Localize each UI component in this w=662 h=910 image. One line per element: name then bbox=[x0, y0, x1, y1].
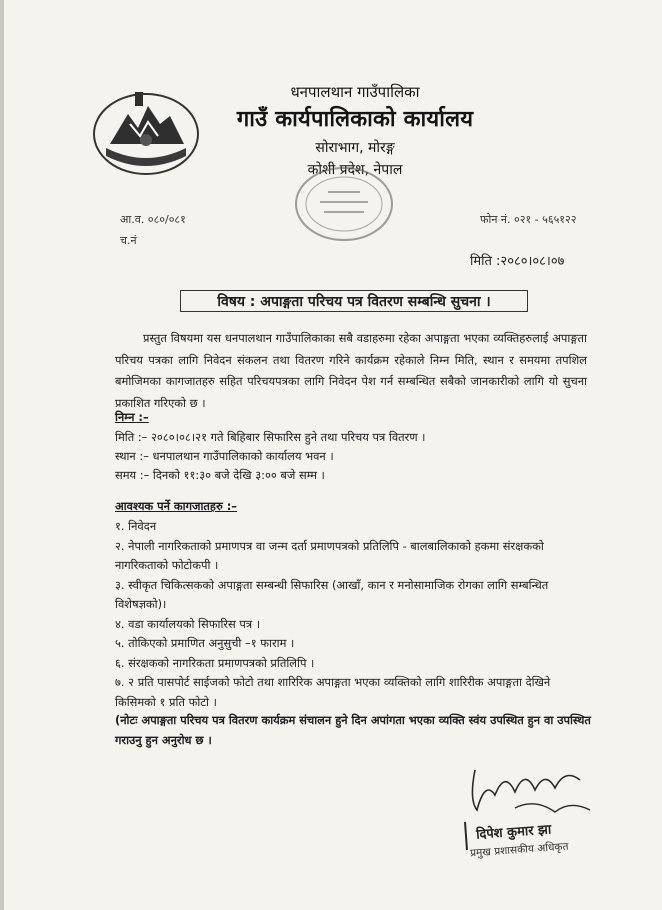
list-item: २. नेपाली नागरिकताको प्रमाणपत्र वा जन्म दर्ता प्रमाणपत्रको प्रतिलिपि - बालबालिकाको हकमा संरक्षकको नागरिकताको फोटोकपी । bbox=[115, 538, 544, 572]
office-stamp-icon bbox=[290, 162, 398, 246]
list-item: ४. वडा कार्यालयको सिफारिस पत्र । bbox=[115, 616, 261, 631]
notice-date: मिति :२०८०।०८।०७ bbox=[470, 254, 565, 269]
phone-number: फोन नं. ०२१ - ५६५१२२ bbox=[480, 213, 577, 226]
list-item: ५. तोकिएको प्रमाणित अनुसुची –१ फाराम । bbox=[115, 636, 295, 650]
schedule-time: समय :– दिनको ११:३० बजे देखि ३:०० बजे सम्म । bbox=[115, 468, 325, 482]
documents-list bbox=[115, 517, 590, 712]
municipality-name: धनपालथान गाउँपालिका bbox=[290, 83, 420, 101]
list-item: ३. स्वीकृत चिकित्सकको अपाङ्गता सम्बन्धी सिफारिस (आखाँ, कान र मनोसामाजिक रोगका लागि सम्बन्धित विशेषज्ञको)। bbox=[115, 577, 549, 611]
nepal-emblem-icon bbox=[90, 84, 202, 176]
list-item: १. निवेदन bbox=[115, 519, 157, 533]
schedule-date: मिति :– २०८०।०८।२१ गते बिहिबार सिफारिस हुने तथा परिचय पत्र वितरण । bbox=[115, 430, 426, 444]
list-item: ६. संरक्षकको नागरिकता प्रमाणपत्रको प्रतिलिपि । bbox=[115, 655, 315, 670]
location-line1: सोराभाग, मोरङ्ग bbox=[315, 140, 395, 156]
documents-heading: आवश्यक पर्ने कागजातहरु :– bbox=[115, 499, 237, 513]
fiscal-year: आ.व. ०८०/०८१ bbox=[120, 213, 186, 226]
signatory-title: प्रमुख प्रशासकीय अधिकृत bbox=[469, 840, 569, 860]
list-item: ७. २ प्रति पासपोर्ट साईजको फोटो तथा शारिरिक अपाङ्गता भएका व्यक्तिको लागि शारिरीक अपाङ्गता देखिने किसिमको १ प्रति फोटो । bbox=[115, 675, 551, 709]
office-name: गाउँ कार्यपालिकाको कार्यालय bbox=[236, 107, 474, 132]
schedule-place: स्थान :– धनपालथान गाउँपालिकाको कार्यालय भवन । bbox=[115, 449, 334, 463]
dispatch-number: च.नं bbox=[120, 234, 137, 247]
signatory-name: दिपेश कुमार झा bbox=[475, 822, 552, 843]
subject-box: विषय : अपाङ्गता परिचय पत्र वितरण सम्बन्धि सुचना । bbox=[180, 290, 528, 312]
page-edge-shadow bbox=[0, 0, 4, 910]
body-paragraph bbox=[115, 328, 587, 414]
location-line2: कोशी प्रदेश, नेपाल bbox=[307, 162, 403, 178]
body-text: प्रस्तुत विषयमा यस धनपालथान गाउँपालिकाका सबै वडाहरुमा रहेका अपाङ्गता भएका व्यक्तिहरुलाई अपाङ्गता परिचय पत्रका लागि निवेदन संकलन तथा वितरण गरिने कार्यक्रम रहेकाले निम्न मिति, स्थान र समयमा तपशिल बमोजिमका कागजातहरु सहित परिचयपत्रका लागि निवेदन पेश गर्न सम्बन्धित सबैको जानकारीको लागि यो सुचना प्रकाशित गरिएको छ । bbox=[115, 331, 587, 410]
note-text: (नोटः अपाङ्गता परिचय पत्र वितरण कार्यक्रम संचालन हुने दिन अपांगता भएका व्यक्ति स्वंय उपस्थित हुन वा उपस्थित गराउनु हुन अनुरोध छ । bbox=[115, 713, 591, 747]
schedule-heading: निम्न :– bbox=[115, 410, 149, 424]
